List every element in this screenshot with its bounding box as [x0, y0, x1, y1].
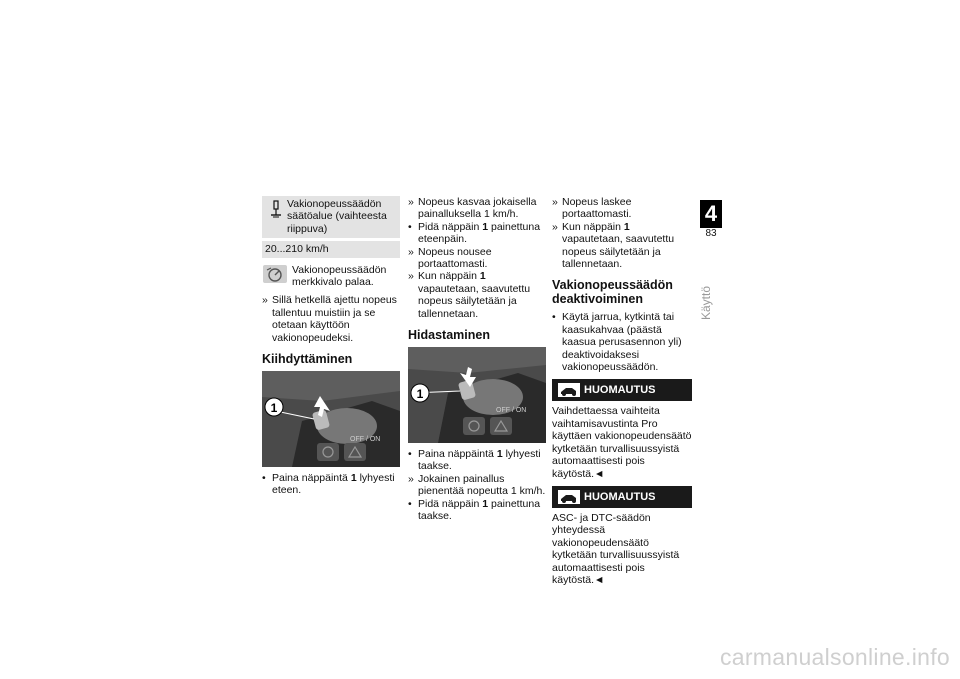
list-item: • Paina näppäintä 1 lyhyesti taakse. — [408, 448, 541, 473]
spec-label: Vakionopeussäädön säätöalue (vaihteesta riippuva) — [287, 198, 387, 235]
heading-accelerate: Kiihdyttäminen — [262, 352, 353, 367]
list-item: • Käytä jarrua, kytkintä tai kaasukahvaa (päästä kaasua perusasennon yli) deaktivoidaksesi vakionopeussäädön. — [552, 311, 682, 374]
cruise-control-indicator-icon — [262, 264, 292, 287]
handlebar-switch-photo-accelerate — [262, 371, 400, 467]
notice-header — [552, 379, 692, 401]
list-item: » Jokainen painallus pienentää nopeutta 1 km/h. — [408, 472, 546, 498]
spec-box — [262, 196, 400, 238]
list-item: » Sillä hetkellä ajettu nopeus tallentuu muistiin ja se otetaan käyttöön vakionopeudeksi. — [262, 294, 397, 344]
notice-text: Vaihdettaessa vaihteita vaihtamisavustinta Pro käyttäen vakionopeudensäätö kytketään turvallisuussyistä automaattisesti pois käytöstä.◄ — [552, 405, 692, 480]
column-2 — [408, 196, 548, 523]
list-item: » Kun näppäin 1 vapautetaan, saavutettu nopeus säilytetään ja tallennetaan. — [552, 220, 675, 271]
notice-header — [552, 486, 692, 508]
motorcycle-hand-icon — [558, 490, 580, 504]
svg-text:OFF / ON: OFF / ON — [350, 436, 381, 444]
motorcycle-hand-icon — [558, 383, 580, 397]
list-item: » Nopeus laskee portaattomasti. — [552, 196, 632, 221]
indicator-note-text: Vakionopeussäädön merkkivalo palaa. — [292, 263, 387, 289]
indicator-note — [262, 264, 400, 289]
heading-decelerate: Hidastaminen — [408, 328, 490, 343]
chapter-number: 4 — [700, 200, 722, 228]
list-item: • Pidä näppäin 1 painettuna taakse. — [408, 497, 541, 523]
list-item: • Paina näppäintä 1 lyhyesti eteen. — [262, 472, 395, 497]
spec-value: 20...210 km/h — [262, 240, 400, 257]
list-item: • Pidä näppäin 1 painettuna eteenpäin. — [408, 220, 541, 246]
notice-title: HUOMAUTUS — [584, 384, 656, 397]
column-1 — [262, 196, 400, 497]
notice-text: ASC- ja DTC-säädön yhteydessä vakionopeudensäätö kytketään turvallisuussyistä automaattisesti pois käytöstä.◄ — [552, 511, 680, 586]
wrench-gauge-icon — [265, 198, 287, 218]
svg-text:1: 1 — [270, 401, 278, 416]
section-label: Käyttö — [699, 285, 714, 321]
column-3 — [552, 196, 692, 586]
svg-text:OFF / ON: OFF / ON — [496, 407, 527, 415]
list-item: » Nopeus kasvaa jokaisella painalluksella 1 km/h. — [408, 196, 537, 221]
list-item: » Kun näppäin 1 vapautetaan, saavutettu nopeus säilytetään ja tallennetaan. — [408, 270, 531, 320]
notice-title: HUOMAUTUS — [584, 490, 656, 503]
svg-text:1: 1 — [416, 387, 424, 402]
heading-deactivate: Vakionopeussäädön deaktivoiminen — [552, 278, 673, 307]
page-number: 83 — [705, 228, 717, 239]
list-item: » Nopeus nousee portaattomasti. — [408, 245, 492, 271]
watermark: carmanualsonline.info — [719, 644, 950, 670]
handlebar-switch-photo-decelerate — [408, 347, 546, 443]
